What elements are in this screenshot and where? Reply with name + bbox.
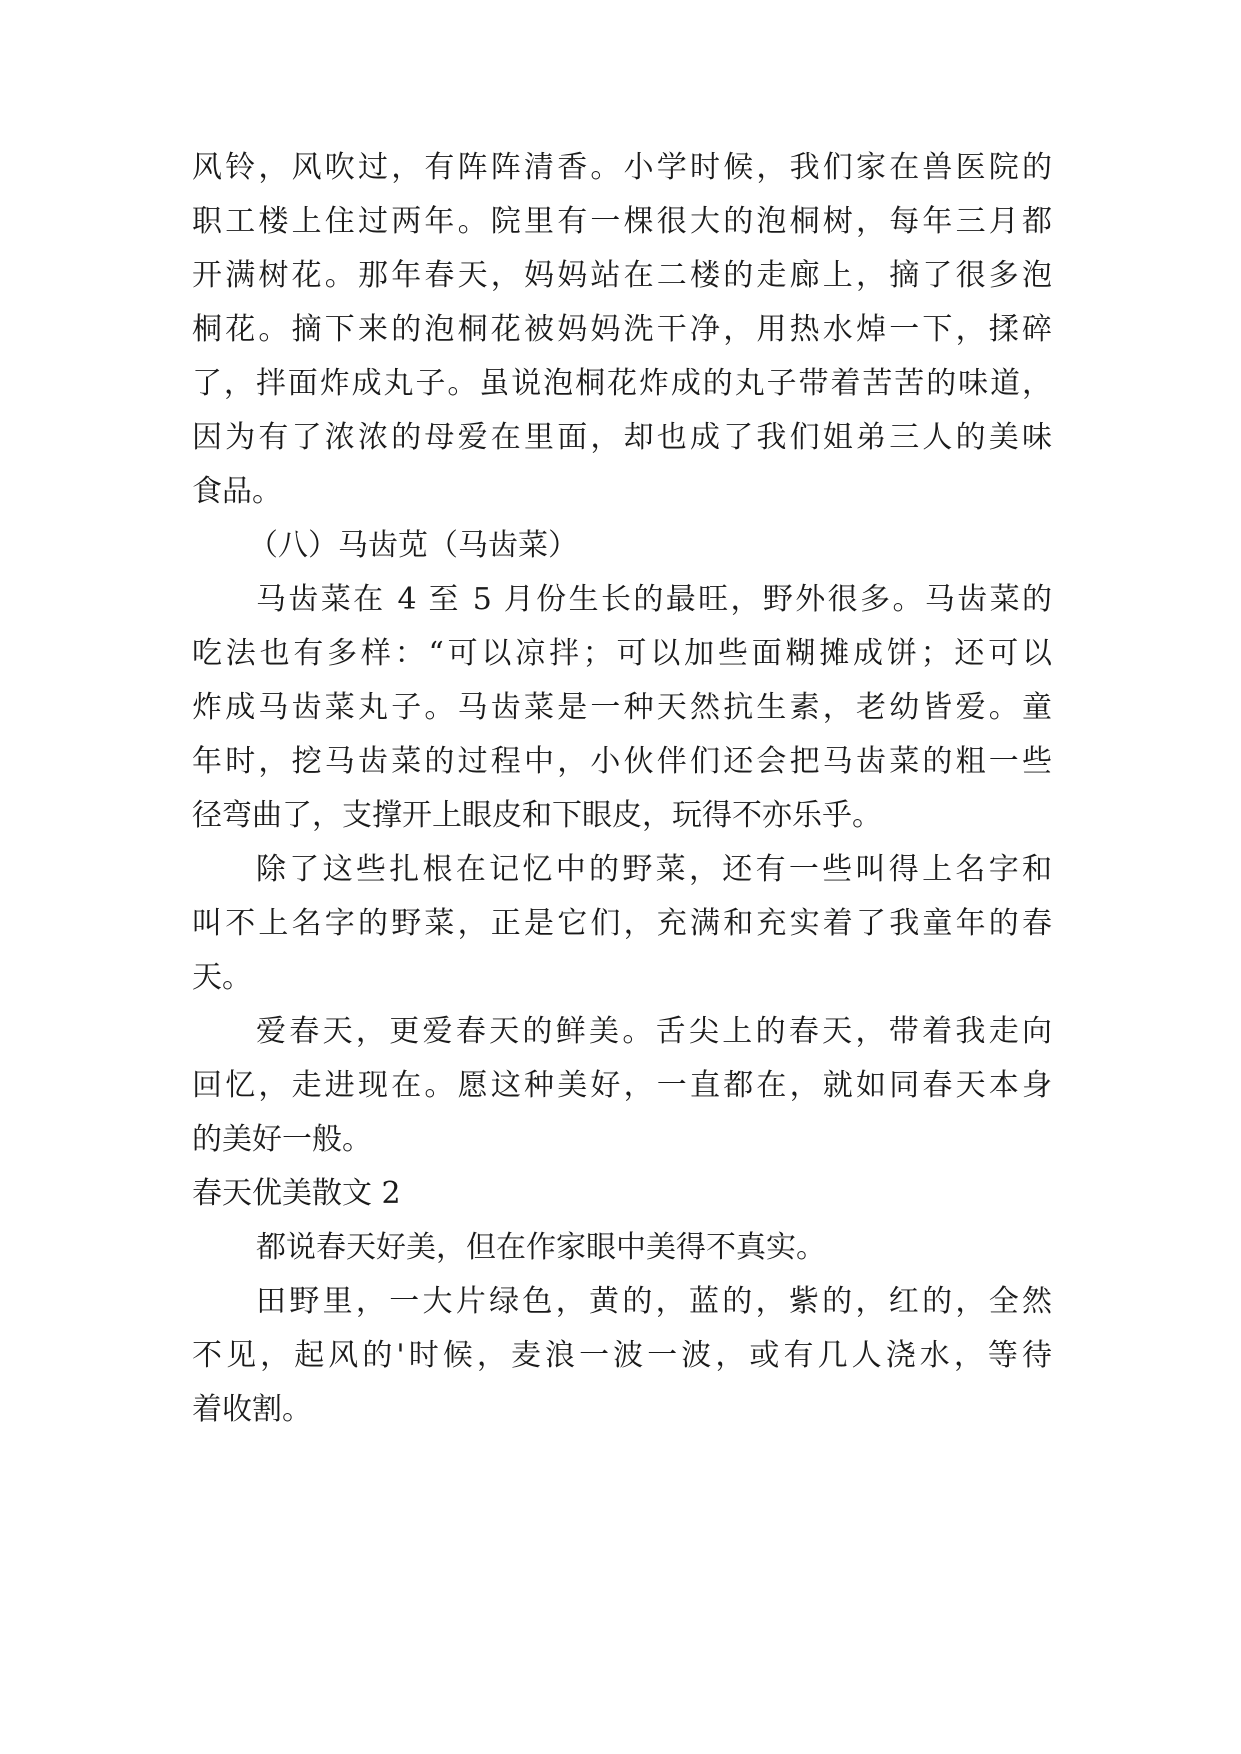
paragraph-line: 桐花。摘下来的泡桐花被妈妈洗干净，用热水焯一下，揉碎	[192, 312, 1052, 347]
paragraph-line: 除了这些扎根在记忆中的野菜，还有一些叫得上名字和	[256, 852, 1052, 887]
paragraph-line: 因为有了浓浓的母爱在里面，却也成了我们姐弟三人的美味	[192, 420, 1052, 455]
paragraph-line: 了，拌面炸成丸子。虽说泡桐花炸成的丸子带着苦苦的味道，	[192, 366, 1052, 401]
paragraph-line: 田野里，一大片绿色，黄的，蓝的，紫的，红的，全然	[256, 1284, 1052, 1319]
paragraph-line: 风铃，风吹过，有阵阵清香。小学时候，我们家在兽医院的	[192, 150, 1052, 185]
paragraph-line: 马齿菜在 4 至 5 月份生长的最旺，野外很多。马齿菜的	[256, 582, 1052, 617]
paragraph-line: 不见，起风的'时候，麦浪一波一波，或有几人浇水，等待	[192, 1338, 1052, 1373]
paragraph-line: 都说春天好美，但在作家眼中美得不真实。	[256, 1230, 826, 1265]
paragraph-line: 的美好一般。	[192, 1122, 372, 1157]
paragraph-line: 着收割。	[192, 1392, 312, 1427]
paragraph-line: 径弯曲了，支撑开上眼皮和下眼皮，玩得不亦乐乎。	[192, 798, 882, 833]
paragraph-line: 职工楼上住过两年。院里有一棵很大的泡桐树，每年三月都	[192, 204, 1052, 239]
paragraph-line: 叫不上名字的野菜，正是它们，充满和充实着了我童年的春	[192, 906, 1052, 941]
paragraph-line: 开满树花。那年春天，妈妈站在二楼的走廊上，摘了很多泡	[192, 258, 1052, 293]
paragraph-line: 食品。	[192, 474, 282, 509]
paragraph-line: 吃法也有多样：“可以凉拌；可以加些面糊摊成饼；还可以	[192, 636, 1052, 671]
paragraph-line: 年时，挖马齿菜的过程中，小伙伴们还会把马齿菜的粗一些	[192, 744, 1052, 779]
paragraph-line: 回忆，走进现在。愿这种美好，一直都在，就如同春天本身	[192, 1068, 1052, 1103]
paragraph-line: 天。	[192, 960, 252, 995]
paragraph-line: 爱春天，更爱春天的鲜美。舌尖上的春天，带着我走向	[256, 1014, 1052, 1049]
essay-title: 春天优美散文 2	[192, 1176, 401, 1211]
section-heading: （八）马齿苋（马齿菜）	[248, 528, 578, 563]
paragraph-line: 炸成马齿菜丸子。马齿菜是一种天然抗生素，老幼皆爱。童	[192, 690, 1052, 725]
